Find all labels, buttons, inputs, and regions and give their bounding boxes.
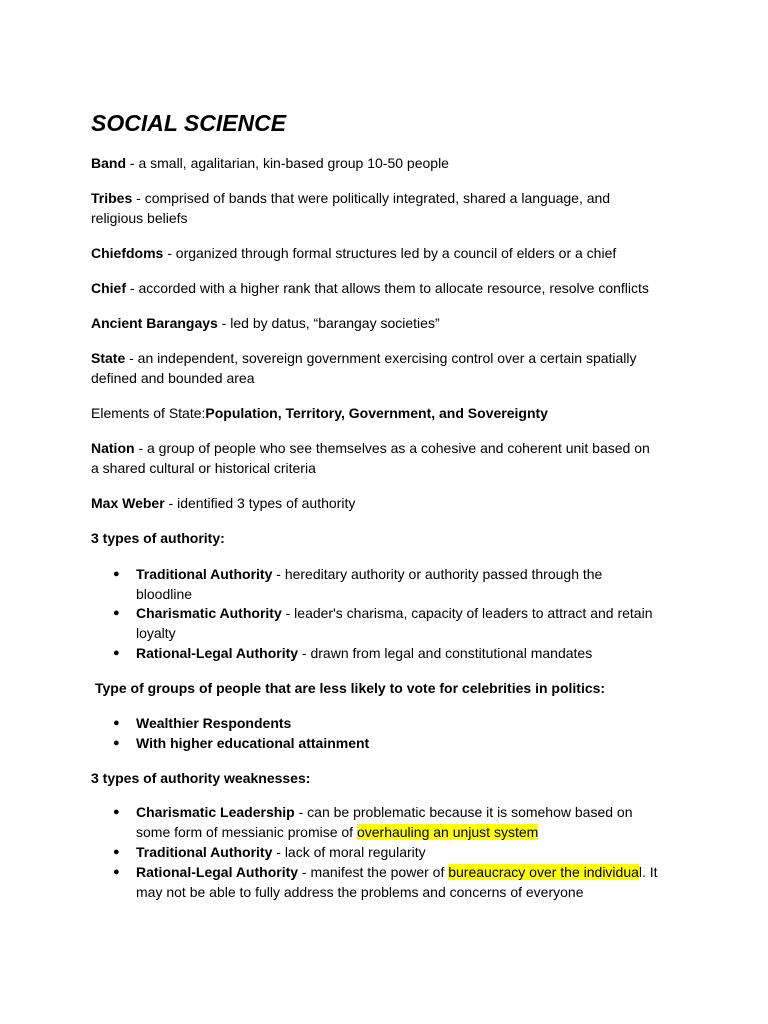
term: Rational-Legal Authority xyxy=(136,645,299,661)
term: State xyxy=(91,350,126,366)
definition-text: - led by datus, “barangay societies” xyxy=(217,315,440,331)
elements-of-state xyxy=(91,403,548,423)
item-text: - lack of moral regularity xyxy=(272,844,426,860)
section-heading-weaknesses: 3 types of authority weaknesses: xyxy=(91,770,311,786)
bullet: ● xyxy=(113,568,120,580)
bullet: ● xyxy=(113,846,120,858)
item-text: - drawn from legal and constitutional mandates xyxy=(298,645,593,661)
list-item-education: With higher educational attainment xyxy=(136,735,370,751)
bullet: ● xyxy=(113,737,120,749)
elements-label: Elements of State: xyxy=(91,405,206,421)
definition-text: - identified 3 types of authority xyxy=(164,495,356,511)
term: Traditional Authority xyxy=(136,566,273,582)
definition-barangays xyxy=(91,313,440,333)
list-item-rational-legal-weakness: Rational-Legal Authority - manifest the power of bureaucracy over the individual. It xyxy=(136,864,658,880)
section-heading-groups: Type of groups of people that are less likely to vote for celebrities in politics: xyxy=(95,680,606,696)
list-item-traditional xyxy=(136,564,602,584)
term: Band xyxy=(91,155,126,171)
bullet: ● xyxy=(113,607,120,619)
definition-chief xyxy=(91,278,649,298)
highlighted-text: overhauling an unjust system xyxy=(356,824,539,840)
list-item-traditional-weakness xyxy=(136,842,426,862)
term: Charismatic Leadership xyxy=(136,804,295,820)
term: Ancient Barangays xyxy=(91,315,218,331)
bullet: ● xyxy=(113,717,120,729)
term: Rational-Legal Authority xyxy=(136,864,299,880)
term: Chief xyxy=(91,280,126,296)
definition-text: - organized through formal structures led by a council of elders or a chief xyxy=(163,245,617,261)
definition-nation xyxy=(91,438,650,458)
definition-text: - an independent, sovereign government exercising control over a certain spatially xyxy=(125,350,637,366)
list-item-traditional-cont: bloodline xyxy=(136,586,193,602)
definition-text: - a group of people who see themselves as a cohesive and coherent unit based on xyxy=(134,440,650,456)
definition-state-cont: defined and bounded area xyxy=(91,370,255,386)
page-title: SOCIAL SCIENCE xyxy=(91,110,287,136)
list-item-wealthier: Wealthier Respondents xyxy=(136,715,292,731)
definition-chiefdoms xyxy=(91,243,616,263)
item-text: - hereditary authority or authority passed through the xyxy=(272,566,603,582)
term: Chiefdoms xyxy=(91,245,164,261)
definition-weber xyxy=(91,493,355,513)
definition-text: - comprised of bands that were politically integrated, shared a language, and xyxy=(132,190,611,206)
list-item-charismatic-leadership xyxy=(136,802,632,822)
bullet: ● xyxy=(113,866,120,878)
definition-text: - accorded with a higher rank that allows them to allocate resource, resolve conflicts xyxy=(126,280,649,296)
term: Charismatic Authority xyxy=(136,605,282,621)
definition-state xyxy=(91,348,637,368)
bullet: ● xyxy=(113,647,120,659)
list-item-rational-legal-weakness-cont: may not be able to fully address the problems and concerns of everyone xyxy=(136,884,584,900)
definition-band xyxy=(91,153,449,173)
definition-tribes xyxy=(91,188,610,208)
elements-value: Population, Territory, Government, and Sovereignty xyxy=(205,405,548,421)
definition-tribes-cont: religious beliefs xyxy=(91,210,188,226)
list-item-charismatic xyxy=(136,603,652,623)
list-item-rational-legal xyxy=(136,643,592,663)
highlighted-text: bureaucracy over the individua xyxy=(448,864,639,880)
item-text: - can be problematic because it is somehow based on xyxy=(294,804,633,820)
term: Tribes xyxy=(91,190,133,206)
term: Traditional Authority xyxy=(136,844,273,860)
definition-nation-cont: a shared cultural or historical criteria xyxy=(91,460,316,476)
bullet: ● xyxy=(113,806,120,818)
item-text: - leader's charisma, capacity of leaders to attract and retain xyxy=(281,605,653,621)
section-heading-authority: 3 types of authority: xyxy=(91,530,225,546)
definition-text: - a small, agalitarian, kin-based group 10-50 people xyxy=(126,155,449,171)
term: Nation xyxy=(91,440,135,456)
list-item-charismatic-leadership-cont: some form of messianic promise of overhauling an unjust system xyxy=(136,824,539,840)
list-item-charismatic-cont: loyalty xyxy=(136,625,176,641)
term: Max Weber xyxy=(91,495,165,511)
